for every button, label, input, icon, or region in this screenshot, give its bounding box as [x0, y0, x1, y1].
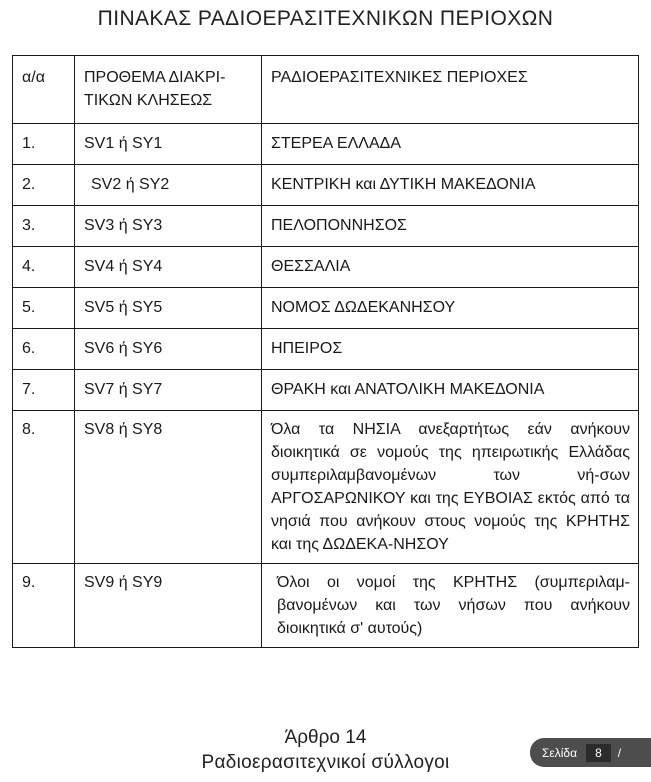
row-number: 4.: [13, 247, 75, 288]
page-number: 8: [586, 744, 611, 762]
table-header-row: [13, 56, 639, 124]
row-prefix: SV1 ή SY1: [75, 124, 262, 165]
header-prefix: [75, 56, 262, 124]
row-number: 6.: [13, 329, 75, 370]
row-prefix: SV3 ή SY3: [75, 206, 262, 247]
table-row: [13, 564, 639, 648]
article-title: Άρθρο 14: [284, 727, 367, 748]
page-label: Σελίδα: [542, 745, 578, 760]
row-region: Όλοι οι νομοί της ΚΡΗΤΗΣ (συμπεριλαμ-βανομένων και των νήσων που ανήκουν διοικητικά σ' αυτούς): [262, 564, 639, 648]
header-prefix-line1: ΠΡΟΘΕΜΑ ΔΙΑΚΡΙ-: [84, 69, 226, 86]
table-row: [13, 165, 639, 206]
row-region: ΗΠΕΙΡΟΣ: [262, 329, 639, 370]
row-number: 8.: [13, 411, 75, 564]
row-number: 7.: [13, 370, 75, 411]
header-prefix-line2: ΤΙΚΩΝ ΚΛΗΣΕΩΣ: [84, 92, 213, 109]
row-number: 1.: [13, 124, 75, 165]
regions-table: [12, 55, 639, 648]
row-region: ΘΡΑΚΗ και ΑΝΑΤΟΛΙΚΗ ΜΑΚΕΔΟΝΙΑ: [262, 370, 639, 411]
table-row: [13, 329, 639, 370]
page-indicator[interactable]: [530, 738, 651, 767]
table-row: [13, 124, 639, 165]
row-prefix: SV2 ή SY2: [75, 165, 262, 206]
row-prefix: SV5 ή SY5: [75, 288, 262, 329]
row-region: ΚΕΝΤΡΙΚΗ και ΔΥΤΙΚΗ ΜΑΚΕΔΟΝΙΑ: [262, 165, 639, 206]
row-region: ΘΕΣΣΑΛΙΑ: [262, 247, 639, 288]
page-title: ΠΙΝΑΚΑΣ ΡΑΔΙΟΕΡΑΣΙΤΕΧΝΙΚΩΝ ΠΕΡΙΟΧΩΝ: [97, 7, 554, 30]
row-prefix: SV7 ή SY7: [75, 370, 262, 411]
row-region: ΣΤΕΡΕΑ ΕΛΛΑΔΑ: [262, 124, 639, 165]
header-regions: ΡΑΔΙΟΕΡΑΣΙΤΕΧΝΙΚΕΣ ΠΕΡΙΟΧΕΣ: [262, 56, 639, 124]
row-prefix: SV6 ή SY6: [75, 329, 262, 370]
row-prefix: SV9 ή SY9: [75, 564, 262, 648]
row-region: Όλα τα ΝΗΣΙΑ ανεξαρτήτως εάν ανήκουν διοικητικά σε νομούς της ηπειρωτικής Ελλάδας συμπεριλαμβανομένων των νή-σων ΑΡΓΟΣΑΡΩΝΙΚΟΥ και της ΕΥΒΟΙΑΣ εκτός από τα νησιά που ανήκουν στους νομούς της ΚΡΗΤΗΣ και της ΔΩΔΕΚΑ-ΝΗΣΟΥ: [262, 411, 639, 564]
table-row: [13, 411, 639, 564]
table-row: [13, 370, 639, 411]
table-row: [13, 288, 639, 329]
header-number: α/α: [13, 56, 75, 124]
row-prefix: SV4 ή SY4: [75, 247, 262, 288]
page-separator: /: [617, 745, 622, 760]
table-row: [13, 206, 639, 247]
row-region: ΠΕΛΟΠΟΝΝΗΣΟΣ: [262, 206, 639, 247]
row-number: 5.: [13, 288, 75, 329]
table-row: [13, 247, 639, 288]
row-number: 9.: [13, 564, 75, 648]
row-region: ΝΟΜΟΣ ΔΩΔΕΚΑΝΗΣΟΥ: [262, 288, 639, 329]
article-subtitle: Ραδιοερασιτεχνικοί σύλλογοι: [201, 752, 450, 773]
row-number: 3.: [13, 206, 75, 247]
row-prefix: SV8 ή SY8: [75, 411, 262, 564]
row-number: 2.: [13, 165, 75, 206]
